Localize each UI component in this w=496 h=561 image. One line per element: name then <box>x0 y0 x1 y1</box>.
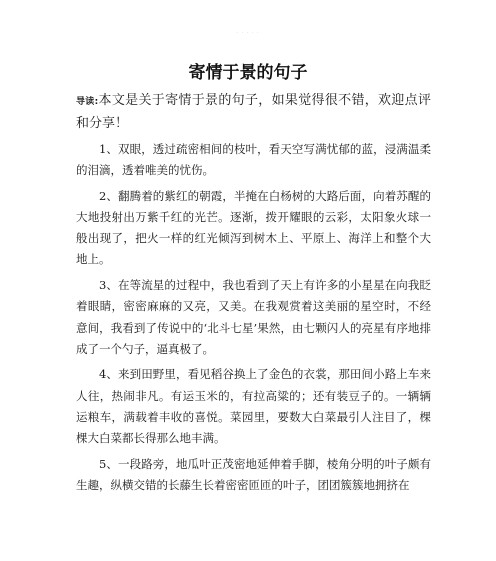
intro-label: 导读: <box>76 97 99 107</box>
paragraph-5: 5、一段路旁，地瓜叶正茂密地延伸着手脚，棱角分明的叶子颇有生趣，纵横交错的长藤生长着密密匝匝的叶子，团团簇簇地拥挤在 <box>76 456 431 492</box>
paragraph-2: 2、翻腾着的紫红的朝霞，半掩在白杨树的大路后面，向着苏醒的大地投射出万紫千红的光芒。逐渐，拨开耀眼的云彩，太阳象火球一般出现了，把火一样的红光倾泻到树木上、平原上、海洋上和整个大地上。 <box>76 188 431 267</box>
intro-paragraph <box>76 90 431 134</box>
paragraph-4: 4、来到田野里，看见稻谷换上了金色的衣裳，那田间小路上车来人往，热闹非凡。有运玉米的，有拉高粱的；还有装豆子的。一辆辆运粮车，满载着丰收的喜悦。菜园里，要数大白菜最引人注目了，棵棵大白菜都长得那么地丰满。 <box>76 367 431 446</box>
document-body <box>76 90 431 501</box>
header-watermark: · · · · · <box>236 30 260 36</box>
paragraph-3: 3、在等流星的过程中，我也看到了天上有许多的小星星在向我眨着眼睛，密密麻麻的又亮，又美。在我观赏着这美丽的星空时，不经意间，我看到了传说中的‘北斗七星’果然，由七颗闪人的亮星有序地排成了一个勺子，逼真极了。 <box>76 278 431 356</box>
intro-text: 本文是关于寄情于景的句子，如果觉得很不错，欢迎点评和分享！ <box>76 93 431 132</box>
page-title: 寄情于景的句子 <box>188 63 308 83</box>
paragraph-1: 1、双眼，透过疏密相间的枝叶，看天空写满忧郁的蓝，浸满温柔的泪滴，透着唯美的忧伤。 <box>76 141 431 178</box>
